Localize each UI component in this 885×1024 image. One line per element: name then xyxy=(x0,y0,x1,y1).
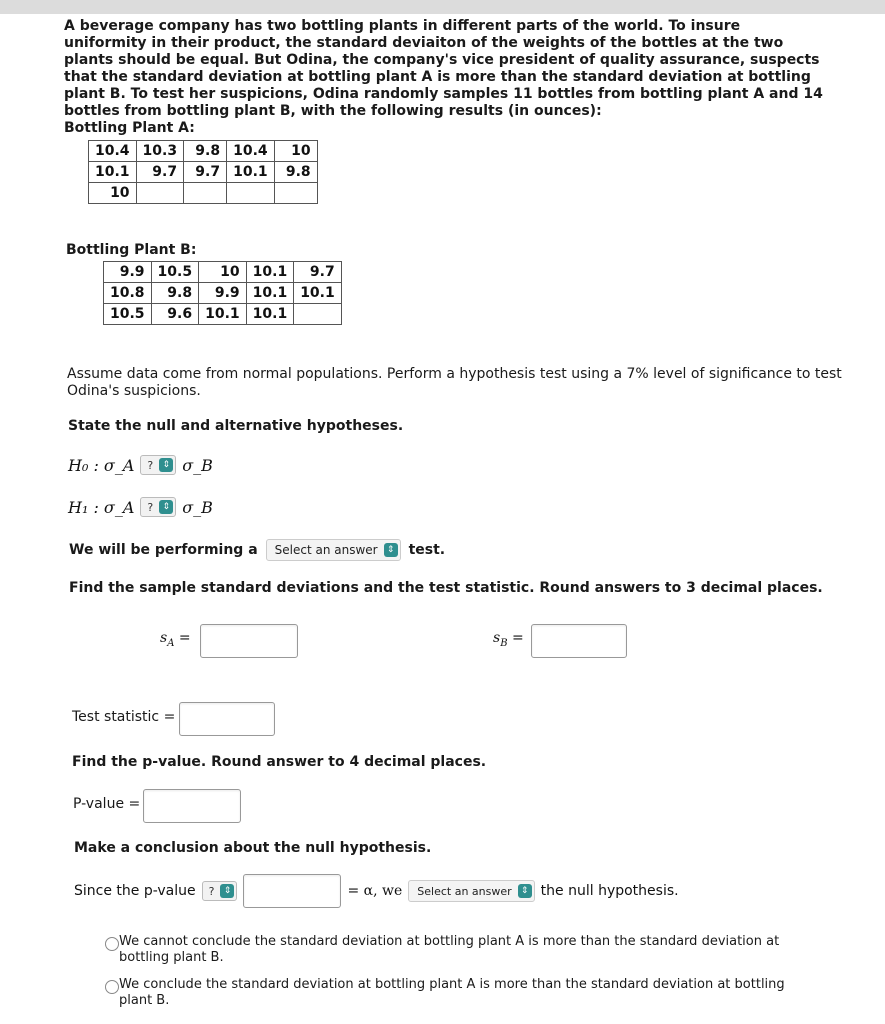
sa-label xyxy=(160,630,191,649)
table-cell: 10 xyxy=(274,141,317,162)
table-cell: 10.1 xyxy=(89,162,137,183)
null-hypothesis-row xyxy=(68,455,213,475)
since-suffix: the null hypothesis. xyxy=(540,883,679,899)
option-2-text[interactable]: We conclude the standard deviation at bottling plant A is more than the standard deviation at bottling plant B. xyxy=(119,977,785,1008)
table-cell: 10.4 xyxy=(227,141,275,162)
plant-b-label: Bottling Plant B: xyxy=(66,242,197,258)
chevron-updown-icon: ⇕ xyxy=(384,543,398,557)
table-cell: 9.7 xyxy=(294,262,342,283)
table-cell: 10.3 xyxy=(136,141,184,162)
table-cell: 9.8 xyxy=(151,283,199,304)
since-text: Since the p-value xyxy=(74,883,196,899)
assumption-text: Assume data come from normal populations. Perform a hypothesis test using a 7% level of significance to test Odina's suspicions. xyxy=(67,366,842,399)
sa-letter: s xyxy=(160,630,168,646)
test-type-prefix: We will be performing a xyxy=(69,541,258,558)
table-row xyxy=(104,283,342,304)
alpha-input[interactable] xyxy=(243,874,341,908)
sa-input[interactable] xyxy=(200,624,298,658)
test-type-select-value: Select an answer xyxy=(274,542,378,557)
table-cell: 9.8 xyxy=(274,162,317,183)
sb-input[interactable] xyxy=(531,624,627,658)
option-2-radio[interactable] xyxy=(105,980,119,994)
h1-rhs: σ_B xyxy=(182,497,213,517)
pvalue-label: P-value = xyxy=(73,796,141,812)
table-cell xyxy=(227,183,275,204)
table-cell: 10.1 xyxy=(246,262,294,283)
decision-select[interactable] xyxy=(408,880,534,902)
sb-label xyxy=(493,630,524,649)
table-cell: 9.8 xyxy=(184,141,227,162)
table-row xyxy=(104,262,342,283)
sb-letter: s xyxy=(493,630,501,646)
h1-lhs: H₁ : σ_A xyxy=(68,497,135,517)
table-cell: 10.4 xyxy=(89,141,137,162)
table-row xyxy=(89,162,318,183)
table-row xyxy=(89,141,318,162)
option-1-radio[interactable] xyxy=(105,937,119,951)
h0-lhs: H₀ : σ_A xyxy=(68,455,135,475)
conclusion-row xyxy=(74,874,679,908)
option-1-text[interactable]: We cannot conclude the standard deviation at bottling plant A is more than the standard deviation at bottling plant B. xyxy=(119,934,780,965)
h0-select-value: ? xyxy=(147,458,154,472)
test-type-select[interactable] xyxy=(266,539,401,561)
table-cell xyxy=(136,183,184,204)
state-hypotheses-heading: State the null and alternative hypotheses. xyxy=(68,418,404,434)
conclusion-heading: Make a conclusion about the null hypothesis. xyxy=(74,840,432,856)
table-cell: 9.6 xyxy=(151,304,199,325)
table-cell: 9.9 xyxy=(104,262,152,283)
plant-b-table xyxy=(103,261,342,325)
table-cell: 10 xyxy=(89,183,137,204)
sb-equals: = xyxy=(512,630,524,646)
test-type-row xyxy=(69,539,445,561)
table-cell: 9.7 xyxy=(184,162,227,183)
table-cell: 9.7 xyxy=(136,162,184,183)
h1-relation-select[interactable] xyxy=(140,497,176,517)
table-cell: 10.1 xyxy=(246,283,294,304)
h0-rhs: σ_B xyxy=(182,455,213,475)
plant-a-label: Bottling Plant A: xyxy=(64,120,195,136)
table-row xyxy=(104,304,342,325)
table-cell: 10 xyxy=(199,262,247,283)
sb-subscript: B xyxy=(500,637,508,649)
chevron-updown-icon: ⇕ xyxy=(159,458,173,472)
test-type-suffix: test. xyxy=(408,541,446,558)
top-band xyxy=(0,0,885,14)
table-cell: 10.1 xyxy=(227,162,275,183)
table-cell: 9.9 xyxy=(199,283,247,304)
sa-subscript: A xyxy=(167,637,175,649)
pvalue-input[interactable] xyxy=(143,789,241,823)
table-row xyxy=(89,183,318,204)
alpha-text: = α, we xyxy=(347,883,403,899)
table-cell: 10.5 xyxy=(151,262,199,283)
test-statistic-input[interactable] xyxy=(179,702,275,736)
table-cell xyxy=(294,304,342,325)
table-cell: 10.1 xyxy=(246,304,294,325)
table-cell: 10.1 xyxy=(294,283,342,304)
table-cell: 10.8 xyxy=(104,283,152,304)
problem-intro: A beverage company has two bottling plants in different parts of the world. To insure uniformity in their product, the standard deviaiton of the weights of the bottles at the two plants should be equal. But Odina, the company's vice president of quality assurance, suspects that the standard deviation at bottling plant A is more than the standard deviation at bottling plant B. To test her suspicions, Odina randomly samples 11 bottles from bottling plant A and 14 bottles from bottling plant B, with the following results (in ounces): xyxy=(64,18,823,119)
find-sd-heading: Find the sample standard deviations and the test statistic. Round answers to 3 decimal places. xyxy=(69,580,823,596)
table-cell: 10.1 xyxy=(199,304,247,325)
chevron-updown-icon: ⇕ xyxy=(518,884,532,898)
alt-hypothesis-row xyxy=(68,497,213,517)
sa-equals: = xyxy=(178,630,191,646)
table-cell xyxy=(184,183,227,204)
chevron-updown-icon: ⇕ xyxy=(220,884,234,898)
find-pvalue-heading: Find the p-value. Round answer to 4 decimal places. xyxy=(72,754,487,770)
plant-a-table xyxy=(88,140,318,204)
pvalue-relation-value: ? xyxy=(208,884,215,898)
pvalue-relation-select[interactable] xyxy=(202,881,238,901)
h0-relation-select[interactable] xyxy=(140,455,176,475)
table-cell: 10.5 xyxy=(104,304,152,325)
decision-select-value: Select an answer xyxy=(417,884,512,898)
table-cell xyxy=(274,183,317,204)
test-statistic-label: Test statistic = xyxy=(72,709,176,725)
h1-select-value: ? xyxy=(147,500,154,514)
chevron-updown-icon: ⇕ xyxy=(159,500,173,514)
